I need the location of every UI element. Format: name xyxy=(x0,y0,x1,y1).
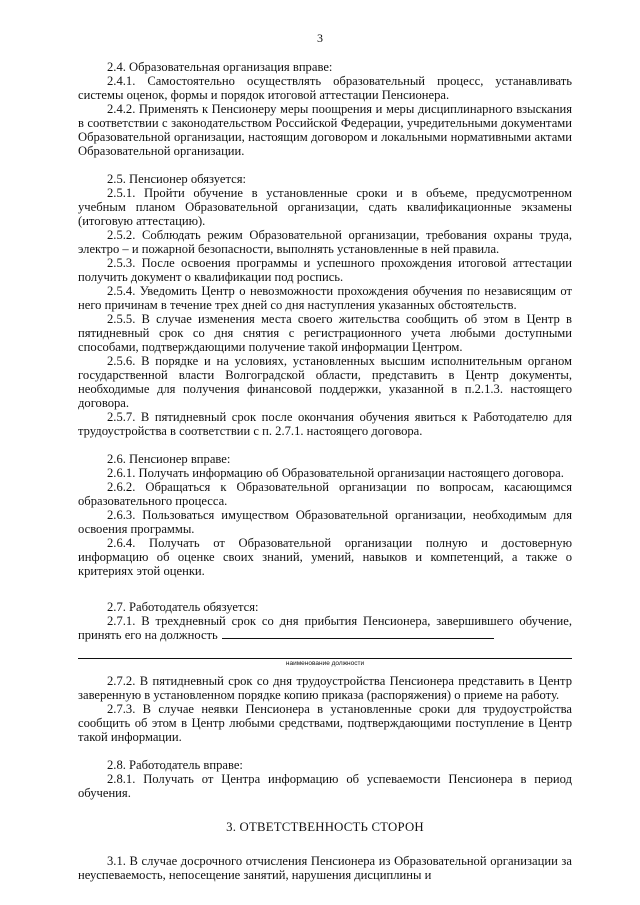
clause-2-5-3: 2.5.3. После освоения программы и успешного прохождения итоговой аттестации получить документ о квалификации под роспись. xyxy=(78,256,572,284)
clause-2-6-2: 2.6.2. Обращаться к Образовательной организации по вопросам, касающимся образовательного процесса. xyxy=(78,480,572,508)
position-blank-line xyxy=(222,628,494,639)
page-number: 3 xyxy=(317,31,323,45)
section-2-5-heading: 2.5. Пенсионер обязуется: xyxy=(107,172,247,186)
clause-2-5-1: 2.5.1. Пройти обучение в установленные сроки и в объеме, предусмотренном учебным планом Образовательной организации, сдать квалификационные экзамены (итоговую аттестацию). xyxy=(78,186,572,228)
position-caption: наименование должности xyxy=(285,660,365,667)
clause-2-5-2: 2.5.2. Соблюдать режим Образовательной организации, требования охраны труда, электро – и пожарной безопасности, выполнять установленные в ней правила. xyxy=(78,228,572,256)
clause-2-7-1-text: 2.7.1. В трехдневный срок со дня прибытия Пенсионера, завершившего обучение, принять его на должность xyxy=(78,614,572,642)
section-2-6-heading: 2.6. Пенсионер вправе: xyxy=(107,452,231,466)
document-body xyxy=(78,60,572,882)
clause-2-7-1 xyxy=(78,614,572,642)
clause-2-5-5: 2.5.5. В случае изменения места своего жительства сообщить об этом в Центр в пятидневный срок со дня снятия с регистрационного учета любыми доступными способами, подтверждающими получение такой информации Центром. xyxy=(78,312,572,354)
clause-2-4-2: 2.4.2. Применять к Пенсионеру меры поощрения и меры дисциплинарного взыскания в соответствии с законодательством Российской Федерации, учредительными документами Образовательной организации, настоящим договором и локальными нормативными актами Образовательной организации. xyxy=(78,102,572,158)
clause-2-7-3: 2.7.3. В случае неявки Пенсионера в установленные сроки для трудоустройства сообщить об этом в Центр любыми средствами, подтверждающими поступление в Центр такой информации. xyxy=(78,702,572,744)
section-2-7-heading: 2.7. Работодатель обязуется: xyxy=(107,600,259,614)
section-3-title: 3. ОТВЕТСТВЕННОСТЬ СТОРОН xyxy=(226,820,424,834)
clause-2-6-4: 2.6.4. Получать от Образовательной организации полную и достоверную информацию об оценке своих знаний, умений, навыков и компетенций, а также о критериях этой оценки. xyxy=(78,536,572,578)
clause-2-6-3: 2.6.3. Пользоваться имуществом Образовательной организации, необходимым для освоения программы. xyxy=(78,508,572,536)
section-2-8-heading: 2.8. Работодатель вправе: xyxy=(107,758,243,772)
clause-2-5-4: 2.5.4. Уведомить Центр о невозможности прохождения обучения по независящим от него причинам в течение трех дней со дня наступления указанных обстоятельств. xyxy=(78,284,572,312)
clause-2-7-2: 2.7.2. В пятидневный срок со дня трудоустройства Пенсионера представить в Центр заверенную в установленном порядке копию приказа (распоряжения) о приеме на работу. xyxy=(78,674,572,702)
clause-2-4-1: 2.4.1. Самостоятельно осуществлять образовательный процесс, устанавливать системы оценок, формы и порядок итоговой аттестации Пенсионера. xyxy=(78,74,572,102)
clause-3-1: 3.1. В случае досрочного отчисления Пенсионера из Образовательной организации за неуспеваемость, непосещение занятий, нарушения дисциплины и xyxy=(78,854,572,882)
clause-2-8-1: 2.8.1. Получать от Центра информацию об успеваемости Пенсионера в период обучения. xyxy=(78,772,572,800)
clause-2-6-1: 2.6.1. Получать информацию об Образовательной организации настоящего договора. xyxy=(107,466,564,480)
clause-2-5-7: 2.5.7. В пятидневный срок после окончания обучения явиться к Работодателю для трудоустройства в соответствии с п. 2.7.1. настоящего договора. xyxy=(78,410,572,438)
section-2-4-heading: 2.4. Образовательная организация вправе: xyxy=(107,60,333,74)
clause-2-5-6: 2.5.6. В порядке и на условиях, установленных высшим исполнительным органом государственной власти Волгоградской области, представить в Центр документы, необходимые для получения финансовой поддержки, указанной в п.2.1.3. настоящего договора. xyxy=(78,354,572,410)
